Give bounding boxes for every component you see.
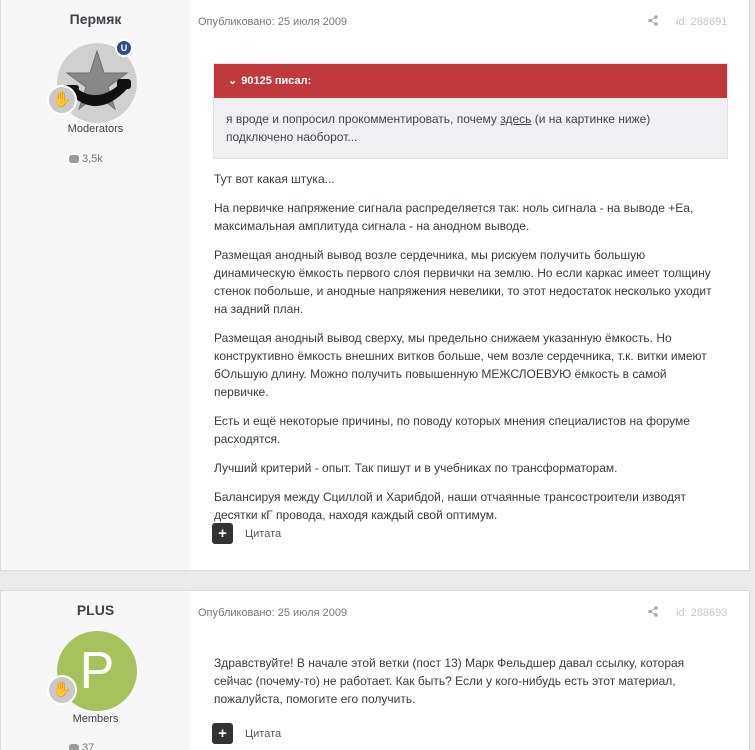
share-icon[interactable] xyxy=(648,606,658,620)
post-actions xyxy=(212,723,281,744)
plus-icon[interactable]: + xyxy=(212,523,233,544)
post-paragraph: Есть и ещё некоторые причины, по поводу которых мнения специалистов на форуме расходятся. xyxy=(214,414,690,446)
reputation xyxy=(69,153,103,165)
post-content xyxy=(214,170,724,535)
post-paragraph: Здравствуйте! В начале этой ветки (пост 13) Марк Фельдшер давал ссылку, которая сейчас (почему-то) не работает. Как быть? Если у кого-нибудь есть этот материал, пожалуйста, помогите его получить. xyxy=(214,656,685,706)
reputation-value: 37 xyxy=(82,742,95,750)
moderator-shield-icon: U xyxy=(115,39,133,57)
post-paragraph: Размещая анодный вывод сверху, мы предельно снижаем указанную ёмкость. Но конструктивно ёмкость внешних витков больше, чем возле сердечника, т.к. витки имеют бОльшую длину. Можно получить повышенную МЕЖСЛОЕВУЮ ёмкость в самой первичке. xyxy=(214,331,707,399)
post-paragraph: Лучший критерий - опыт. Так пишут и в учебниках по трансформаторам. xyxy=(214,461,618,475)
author-group: Moderators xyxy=(67,123,124,135)
reputation xyxy=(69,742,94,750)
quote-author: 90125 писал: xyxy=(241,75,312,87)
rank-hand-icon: ✋ xyxy=(47,675,77,705)
post-paragraph: Тут вот какая штука... xyxy=(214,172,335,186)
post-date[interactable]: Опубликовано: 25 июля 2009 xyxy=(198,16,348,28)
quote-header[interactable] xyxy=(214,64,727,98)
share-icon[interactable] xyxy=(648,15,658,29)
post-paragraph: На первичке напряжение сигнала распределяется так: ноль сигнала - на выводе +Еа, максимальная амплитуда сигнала - на анодном выводе. xyxy=(214,201,694,233)
author-name[interactable]: Пермяк xyxy=(69,11,122,27)
author-panel xyxy=(1,591,190,750)
forum-post xyxy=(0,590,750,750)
chat-bubble-icon xyxy=(69,155,79,163)
rank-hand-icon: ✋ xyxy=(47,85,77,115)
plus-icon[interactable]: + xyxy=(212,723,233,744)
avatar[interactable]: P xyxy=(57,631,137,711)
post-actions xyxy=(212,523,281,544)
quote-block xyxy=(213,63,728,159)
quote-link[interactable]: здесь xyxy=(500,112,532,126)
author-group: Members xyxy=(72,713,119,725)
post-paragraph: Размещая анодный вывод возле сердечника, мы рискуем получить большую динамическую ёмкость первого слоя первички на землю. Но если каркас имеет толщину стенок побольше, и анодные напряжения невелики, то этот недостаток несколько уходит на задний план. xyxy=(214,248,712,316)
chat-bubble-icon xyxy=(69,744,79,750)
quote-button[interactable]: Цитата xyxy=(245,727,282,740)
quote-text-part: я вроде и попросил прокомментировать, почему xyxy=(226,112,501,126)
post-id: id: 288691 xyxy=(676,16,728,28)
post-id: id: 288693 xyxy=(676,607,728,619)
author-panel xyxy=(1,0,190,570)
chevron-down-icon[interactable]: ⌄ xyxy=(228,75,238,87)
post-content xyxy=(214,654,724,719)
post-date[interactable]: Опубликовано: 25 июля 2009 xyxy=(198,607,348,619)
quote-text-part: (и на картинке ниже) подключено наоборот... xyxy=(226,112,651,144)
author-name[interactable]: PLUS xyxy=(76,602,115,618)
post-paragraph: Балансируя между Сциллой и Харибдой, наши отчаянные трансостроители изводят десятки кГ провода, находя каждый свой оптимум. xyxy=(214,490,687,522)
quote-text xyxy=(214,98,727,158)
quote-button[interactable]: Цитата xyxy=(245,527,282,540)
reputation-value: 3,5k xyxy=(82,153,103,165)
